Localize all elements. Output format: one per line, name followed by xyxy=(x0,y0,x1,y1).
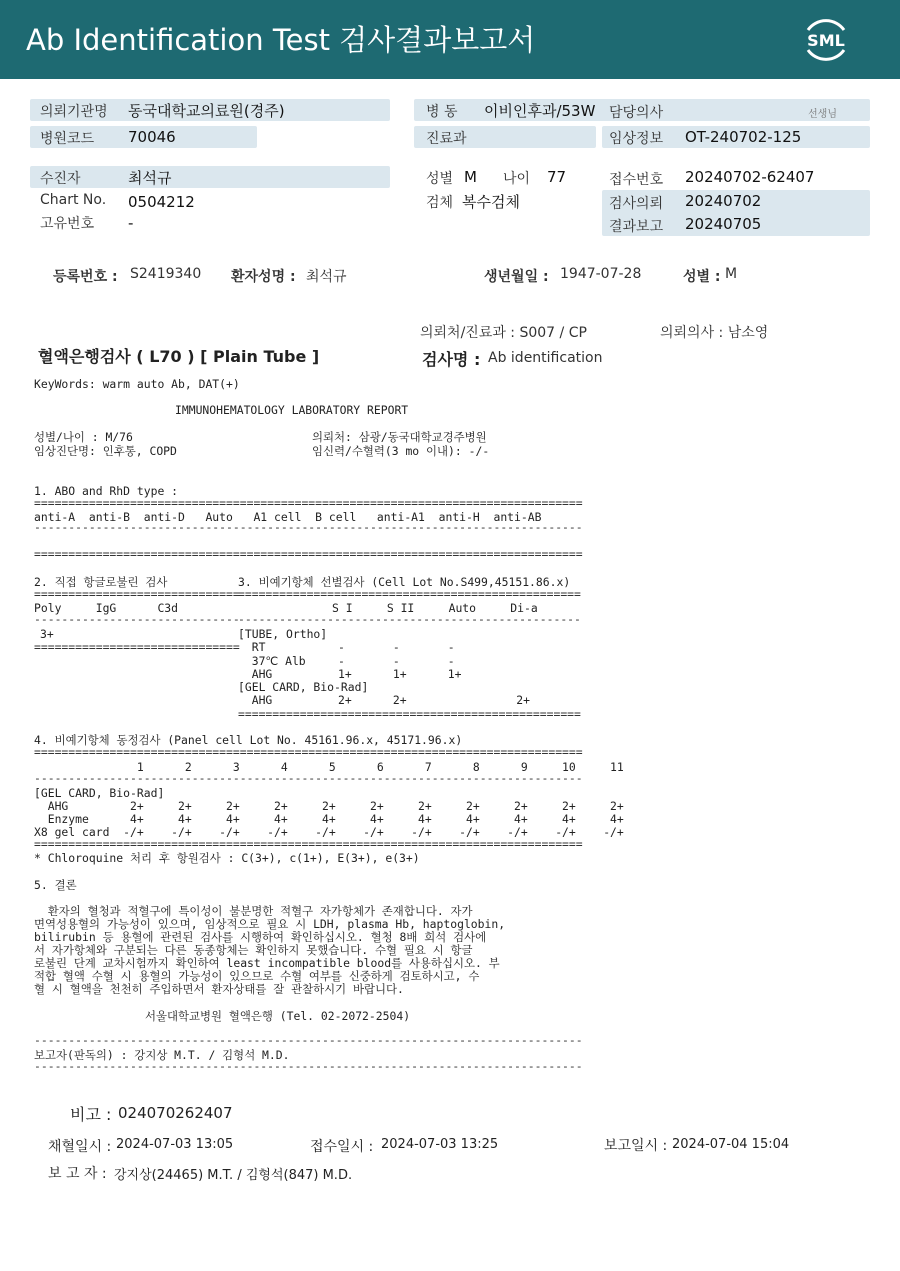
reg-value: S2419340 xyxy=(130,266,202,282)
sml-logo xyxy=(798,12,854,68)
screen-ahg-values: 1+ 1+ 1+ xyxy=(338,667,462,681)
single-rule: ------------------------------ xyxy=(34,612,240,626)
dat-header: Poly IgG C3d xyxy=(34,601,179,615)
double-rule: ================================================================================ xyxy=(34,745,583,759)
section-abo: 1. ABO and RhD type : xyxy=(34,484,179,498)
doctor-label: 담당의사 xyxy=(609,105,664,121)
chloroquine-note: * Chloroquine 처리 후 항원검사 : C(3+), c(1+), E(3+), e(3+) xyxy=(34,851,420,865)
collect-value: 2024-07-03 13:05 xyxy=(116,1137,234,1152)
report-header xyxy=(0,0,900,79)
single-rule: -------------------------------------------------------------------------------- xyxy=(34,1059,583,1073)
request-label: 검사의뢰 xyxy=(609,196,664,212)
name-label: 환자성명 : xyxy=(231,269,296,285)
screen-gel-ahg-values: 2+ 2+ 2+ xyxy=(338,693,531,707)
receipt-value: 20240702-62407 xyxy=(685,168,815,186)
double-rule: ============================== xyxy=(34,587,240,601)
conclusion-line: 적합 혈액 수혈 시 용혈의 가능성이 있으므로 수혈 여부를 신중하게 검토하시고, 수 xyxy=(34,969,480,983)
screen-tube: [TUBE, Ortho] xyxy=(238,627,328,641)
age-label: 나이 xyxy=(503,171,531,187)
sex-label: 성별 xyxy=(426,171,454,187)
order-dept: 의뢰처/진료과 : S007 / CP xyxy=(420,325,587,341)
screen-header: S I S II Auto Di-a xyxy=(332,601,538,615)
test-name-value: Ab identification xyxy=(488,350,603,366)
note-value: 024070262407 xyxy=(118,1104,233,1122)
reported-label: 보고일시 : xyxy=(604,1138,668,1154)
receive-label: 접수일시 : xyxy=(310,1139,374,1155)
dat-value: 3+ xyxy=(40,627,54,641)
patient-label: 수진자 xyxy=(40,171,81,187)
ward-label: 병 동 xyxy=(426,104,458,120)
code-value: 70046 xyxy=(128,128,176,146)
diagnosis-line: 임상진단명: 인후통, COPD xyxy=(34,444,177,458)
patient-value: 최석규 xyxy=(128,169,172,187)
pregnancy-line: 임신력/수혈력(3 mo 이내): -/- xyxy=(312,444,490,458)
test-title: 혈액은행검사 ( L70 ) [ Plain Tube ] xyxy=(38,347,320,366)
requester-line: 의뢰처: 삼광/동국대학교경주병원 xyxy=(312,430,487,444)
test-name-label: 검사명 : xyxy=(422,350,481,369)
reporter-line: 보고자(판독의) : 강지상 M.T. / 김형석 M.D. xyxy=(34,1048,290,1062)
chart-value: 0504212 xyxy=(128,193,195,211)
report-date-label: 결과보고 xyxy=(609,219,664,235)
reported-value: 2024-07-04 15:04 xyxy=(672,1137,790,1152)
double-rule: ================================================== xyxy=(238,707,581,721)
report-title: Ab Identification Test 검사결과보고서 xyxy=(26,23,536,57)
screen-ahg-label: AHG xyxy=(238,667,273,681)
section-dat: 2. 직접 항글로불린 검사 xyxy=(34,575,168,589)
footer-reporter-label: 보 고 자 : xyxy=(48,1166,107,1182)
unique-value: - xyxy=(128,214,134,232)
dob-label: 생년월일 : xyxy=(484,269,549,285)
blood-bank-line: 서울대학교병원 혈액은행 (Tel. 02-2072-2504) xyxy=(145,1009,411,1023)
name-value: 최석규 xyxy=(306,269,347,285)
receive-value: 2024-07-03 13:25 xyxy=(381,1137,499,1152)
dob-value: 1947-07-28 xyxy=(560,266,642,282)
screen-37-label: 37℃ Alb xyxy=(238,654,306,668)
single-rule: -------------------------------------------------------------------------------- xyxy=(34,1033,583,1047)
double-rule: ================================================================================ xyxy=(34,496,583,510)
hospital-label: 의뢰기관명 xyxy=(40,104,108,120)
reg-label: 등록번호 : xyxy=(53,269,118,285)
section-conclusion: 5. 결론 xyxy=(34,878,77,892)
chart-label: Chart No. xyxy=(40,192,107,208)
lab-report-title: IMMUNOHEMATOLOGY LABORATORY REPORT xyxy=(175,403,409,417)
conclusion-line: 혈 시 혈액을 천천히 주입하면서 환자상태를 잘 관찰하시기 바랍니다. xyxy=(34,982,404,996)
screen-rt-values: - - - xyxy=(338,640,455,654)
conclusion-line: 면역성용혈의 가능성이 있으며, 임상적으로 필요 시 LDH, plasma Hb, haptoglobin, xyxy=(34,917,506,931)
collect-label: 채혈일시 : xyxy=(48,1139,112,1155)
panel-ahg-row: AHG 2+ 2+ 2+ 2+ 2+ 2+ 2+ 2+ 2+ 2+ 2+ xyxy=(34,799,624,813)
panel-gel: [GEL CARD, Bio-Rad] xyxy=(34,786,165,800)
screen-gel-ahg-label: AHG xyxy=(238,693,273,707)
clinical-value: OT-240702-125 xyxy=(685,128,802,146)
code-label: 병원코드 xyxy=(40,131,95,147)
double-rule: ================================================================================ xyxy=(34,837,583,851)
single-rule: -------------------------------------------------- xyxy=(238,612,581,626)
keywords: KeyWords: warm auto Ab, DAT(+) xyxy=(34,377,240,391)
receipt-label: 접수번호 xyxy=(609,172,664,188)
screen-rt-label: RT xyxy=(238,640,266,654)
sex-bar-label: 성별 : xyxy=(683,269,721,285)
single-rule: -------------------------------------------------------------------------------- xyxy=(34,520,583,534)
screen-37-values: - - - xyxy=(338,654,455,668)
clinical-label: 임상정보 xyxy=(609,131,664,147)
conclusion-line: bilirubin 등 용혈에 관련된 검사를 시행하여 확인하십시오. 혈청 8배 희석 검사에 xyxy=(34,930,487,944)
abo-header: anti-A anti-B anti-D Auto A1 cell B cell anti-A1 anti-H anti-AB xyxy=(34,510,542,524)
ward-value: 이비인후과/53W xyxy=(484,102,596,120)
age-value: 77 xyxy=(547,168,567,186)
sex-value: M xyxy=(464,168,477,186)
specimen-value: 복수검체 xyxy=(462,193,520,211)
double-rule: ============================== xyxy=(34,640,240,654)
panel-header: 1 2 3 4 5 6 7 8 9 10 11 xyxy=(34,760,624,774)
note-label: 비고 : xyxy=(70,1105,112,1124)
conclusion-line: 로불린 단계 교차시험까지 확인하여 least incompatible blood를 사용하십시오. 부 xyxy=(34,956,500,970)
request-value: 20240702 xyxy=(685,192,762,210)
conclusion-line: 서 자가항체와 구분되는 다른 동종항체는 확인하지 못했습니다. 수혈 필요 시 항글 xyxy=(34,943,473,957)
screen-gel: [GEL CARD, Bio-Rad] xyxy=(238,680,369,694)
order-doctor: 의뢰의사 : 남소영 xyxy=(660,325,769,341)
specimen-label: 검체 xyxy=(426,195,454,211)
patient-row-bg xyxy=(30,166,390,188)
svg-text:SML: SML xyxy=(807,31,845,50)
section-panel: 4. 비예기항체 동정검사 (Panel cell Lot No. 45161.96.x, 45171.96.x) xyxy=(34,733,463,747)
dept-label: 진료과 xyxy=(426,131,467,147)
sex-age-line: 성별/나이 : M/76 xyxy=(34,430,133,444)
doctor-value: 선생님 xyxy=(808,109,837,120)
unique-label: 고유번호 xyxy=(40,216,95,232)
conclusion-line: 환자의 혈청과 적혈구에 특이성이 불분명한 적혈구 자가항체가 존재합니다. 자가 xyxy=(34,904,473,918)
footer-reporter-value: 강지상(24465) M.T. / 김형석(847) M.D. xyxy=(114,1168,353,1183)
single-rule: -------------------------------------------------------------------------------- xyxy=(34,771,583,785)
sex-bar-value: M xyxy=(725,266,738,282)
panel-enzyme-row: Enzyme 4+ 4+ 4+ 4+ 4+ 4+ 4+ 4+ 4+ 4+ 4+ xyxy=(34,812,624,826)
panel-x8-row: X8 gel card -/+ -/+ -/+ -/+ -/+ -/+ -/+ -/+ -/+ -/+ -/+ xyxy=(34,825,624,839)
hospital-value: 동국대학교의료원(경주) xyxy=(128,102,285,120)
double-rule: ================================================== xyxy=(238,587,581,601)
double-rule: ================================================================================ xyxy=(34,547,583,561)
report-date-value: 20240705 xyxy=(685,215,762,233)
section-screen: 3. 비예기항체 선별검사 (Cell Lot No.S499,45151.86.x) xyxy=(238,575,571,589)
